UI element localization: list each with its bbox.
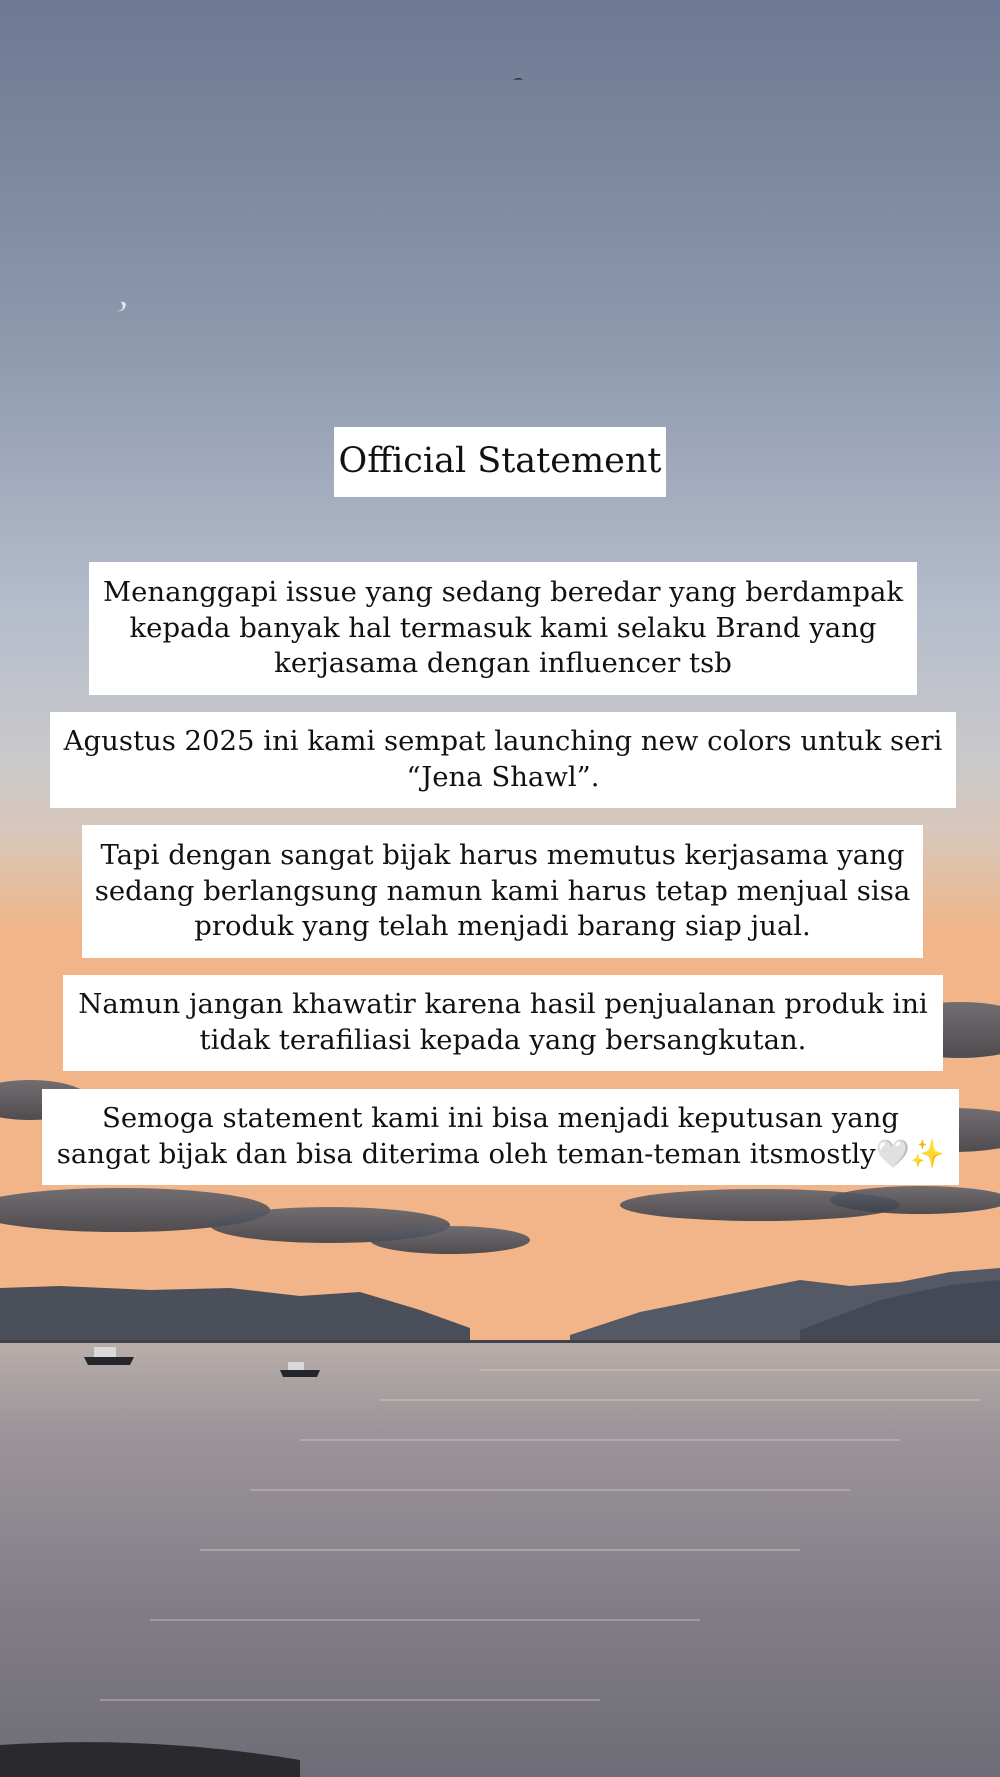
statement-paragraph-2: Agustus 2025 ini kami sempat launching new colors untuk seri “Jena Shawl”. <box>50 712 956 808</box>
white-heart-icon: 🤍 <box>875 1138 910 1170</box>
statement-paragraph-3: Tapi dengan sangat bijak harus memutus kerjasama yang sedang berlangsung namun kami harus tetap menjual sisa produk yang telah menjadi barang siap jual. <box>82 825 923 958</box>
statement-paragraph-5 <box>42 1089 959 1185</box>
statement-paragraph-4: Namun jangan khawatir karena hasil penjualanan produk ini tidak terafiliasi kepada yang bersangkutan. <box>63 975 943 1071</box>
statement-title: Official Statement <box>334 427 666 497</box>
statement-paragraph-5-text: Semoga statement kami ini bisa menjadi keputusan yang sangat bijak dan bisa diterima oleh teman-teman itsmostly <box>56 1102 899 1170</box>
sparkles-icon: ✨ <box>909 1138 945 1170</box>
statement-paragraph-1: Menanggapi issue yang sedang beredar yang berdampak kepada banyak hal termasuk kami selaku Brand yang kerjasama dengan influencer tsb <box>89 562 917 695</box>
